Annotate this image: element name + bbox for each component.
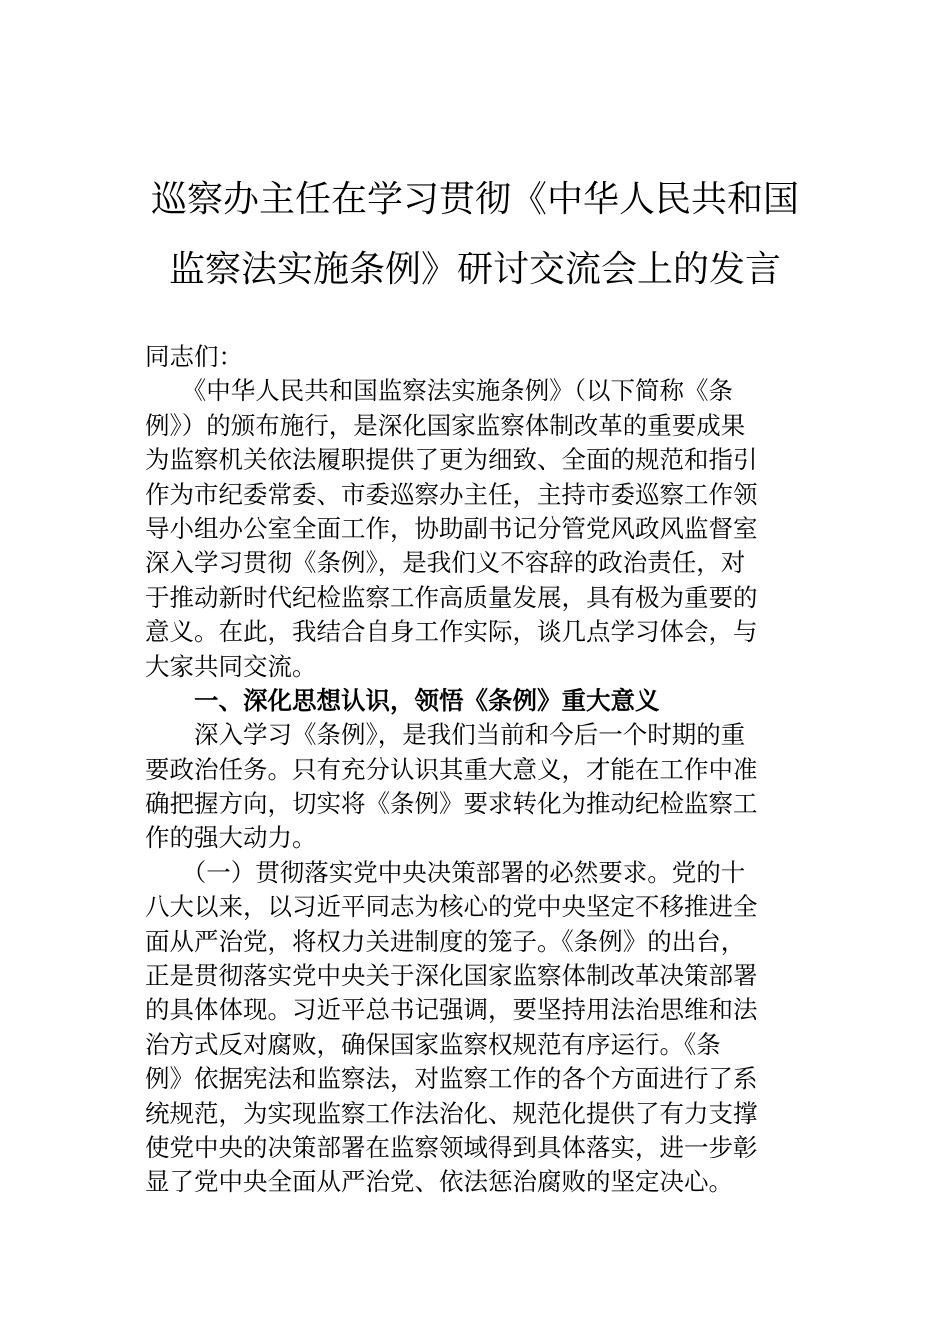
- document-title-line-1: 巡察办主任在学习贯彻《中华人民共和国: [150, 179, 799, 220]
- section-heading: 一、深化思想认识，领悟《条例》重大意义: [145, 685, 660, 715]
- paragraph-line: 统规范，为实现监察工作法治化、规范化提供了有力支撑: [145, 1098, 758, 1128]
- paragraph-line: 的具体体现。习近平总书记强调，要坚持用法治思维和法: [145, 995, 758, 1025]
- paragraph-line: 导小组办公室全面工作，协助副书记分管党风政风监督室: [145, 513, 758, 543]
- paragraph-line: 作的强大动力。: [145, 823, 317, 853]
- paragraph-line: 显了党中央全面从严治党、依法惩治腐败的坚定决心。: [145, 1167, 733, 1197]
- paragraph-line: 正是贯彻落实党中央关于深化国家监察体制改革决策部署: [145, 961, 758, 991]
- paragraph-line: 《中华人民共和国监察法实施条例》（以下简称《条: [145, 376, 733, 406]
- paragraph-line: 深入学习贯彻《条例》，是我们义不容辞的政治责任，对: [145, 548, 746, 578]
- paragraph-line: 治方式反对腐败，确保国家监察权规范有序运行。《条: [145, 1029, 721, 1059]
- document-body: [145, 340, 809, 1200]
- paragraph-line: 使党中央的决策部署在监察领域得到具体落实，进一步彰: [145, 1132, 758, 1162]
- paragraph-line: 八大以来，以习近平同志为核心的党中央坚定不移推进全: [145, 892, 758, 922]
- paragraph-line: 意义。在此，我结合自身工作实际，谈几点学习体会，与: [145, 617, 758, 647]
- paragraph-line: 深入学习《条例》，是我们当前和今后一个时期的重: [145, 720, 746, 750]
- paragraph-line: 大家共同交流。: [145, 651, 317, 681]
- salutation: 同志们：: [145, 342, 243, 371]
- paragraph-line: 要政治任务。只有充分认识其重大意义，才能在工作中准: [145, 754, 758, 784]
- paragraph-line: 为监察机关依法履职提供了更为细致、全面的规范和指引: [145, 445, 758, 475]
- paragraph-line: 作为市纪委常委、市委巡察办主任，主持市委巡察工作领: [145, 479, 758, 509]
- paragraph-line: 例》）的颁布施行，是深化国家监察体制改革的重要成果: [145, 410, 746, 440]
- paragraph-line: 于推动新时代纪检监察工作高质量发展，具有极为重要的: [145, 582, 758, 612]
- paragraph-line: 确把握方向，切实将《条例》要求转化为推动纪检监察工: [145, 789, 758, 819]
- paragraph-line: （一）贯彻落实党中央决策部署的必然要求。党的十: [145, 857, 746, 887]
- document-title-line-2: 监察法实施条例》研讨交流会上的发言: [168, 249, 781, 290]
- paragraph-line: 面从严治党，将权力关进制度的笼子。《条例》的出台，: [145, 926, 746, 956]
- paragraph-line: 例》依据宪法和监察法，对监察工作的各个方面进行了系: [145, 1064, 758, 1094]
